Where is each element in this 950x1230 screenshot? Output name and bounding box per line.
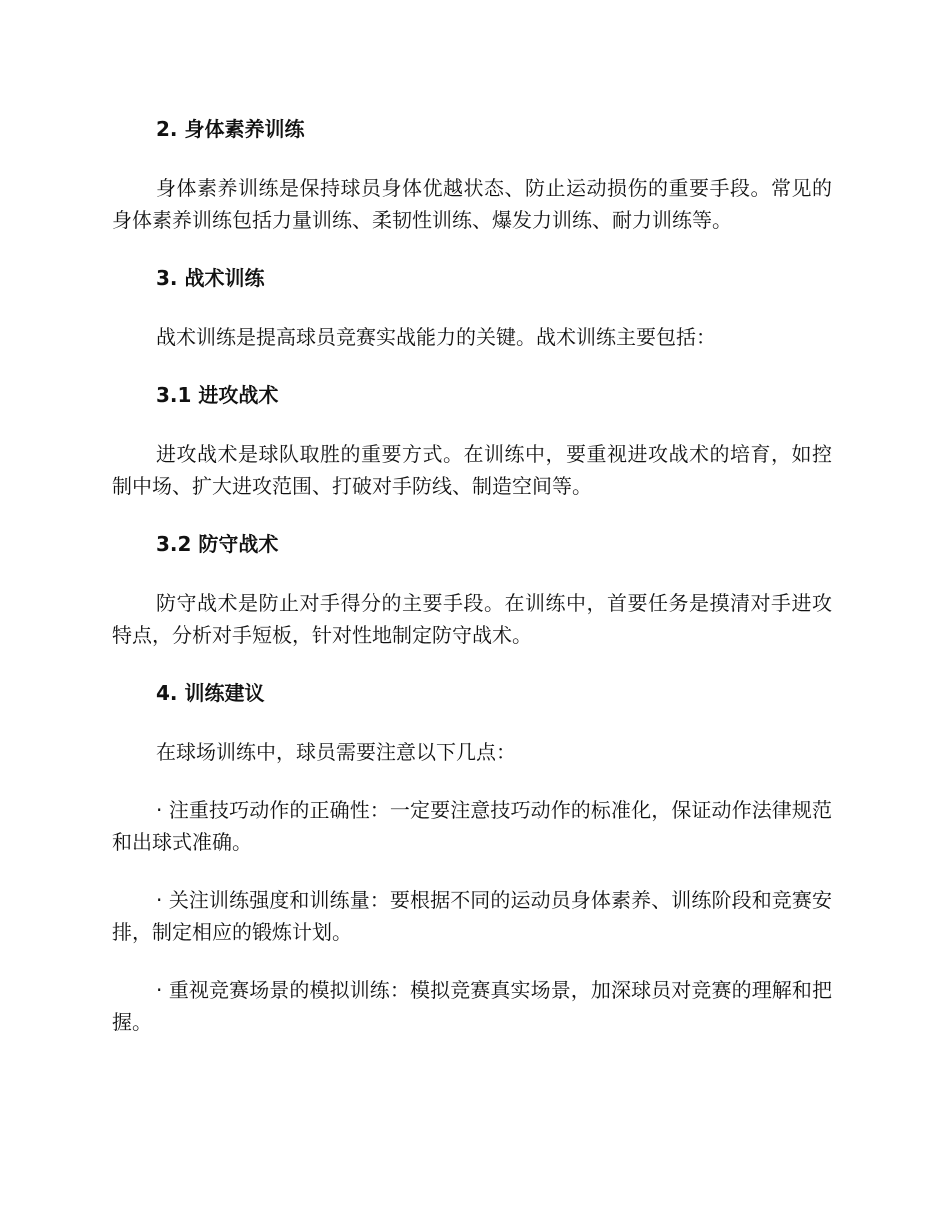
bullet-item-technique: · 注重技巧动作的正确性：一定要注意技巧动作的标准化，保证动作法律规范和出球式准确。 [112,798,832,854]
section-heading-physical-training: 2. 身体素养训练 [156,117,305,141]
paragraph-defense-tactics: 防守战术是防止对手得分的主要手段。在训练中，首要任务是摸清对手进攻特点，分析对手短板，针对性地制定防守战术。 [112,591,832,647]
section-heading-attack-tactics: 3.1 进攻战术 [156,383,279,407]
paragraph-attack-tactics: 进攻战术是球队取胜的重要方式。在训练中，要重视进攻战术的培育，如控制中场、扩大进攻范围、打破对手防线、制造空间等。 [112,442,832,498]
paragraph-physical-training: 身体素养训练是保持球员身体优越状态、防止运动损伤的重要手段。常见的身体素养训练包括力量训练、柔韧性训练、爆发力训练、耐力训练等。 [112,176,832,232]
section-heading-tactical-training: 3. 战术训练 [156,266,265,290]
section-heading-training-advice: 4. 训练建议 [156,681,265,705]
paragraph-tactical-training: 战术训练是提高球员竞赛实战能力的关键。战术训练主要包括： [156,325,716,349]
section-heading-defense-tactics: 3.2 防守战术 [156,532,279,556]
paragraph-training-advice-intro: 在球场训练中，球员需要注意以下几点： [156,740,516,764]
bullet-item-intensity: · 关注训练强度和训练量：要根据不同的运动员身体素养、训练阶段和竞赛安排，制定相应的锻炼计划。 [112,888,832,944]
bullet-item-simulation: · 重视竞赛场景的模拟训练：模拟竞赛真实场景，加深球员对竞赛的理解和把握。 [112,978,832,1034]
document-body [112,113,832,1064]
